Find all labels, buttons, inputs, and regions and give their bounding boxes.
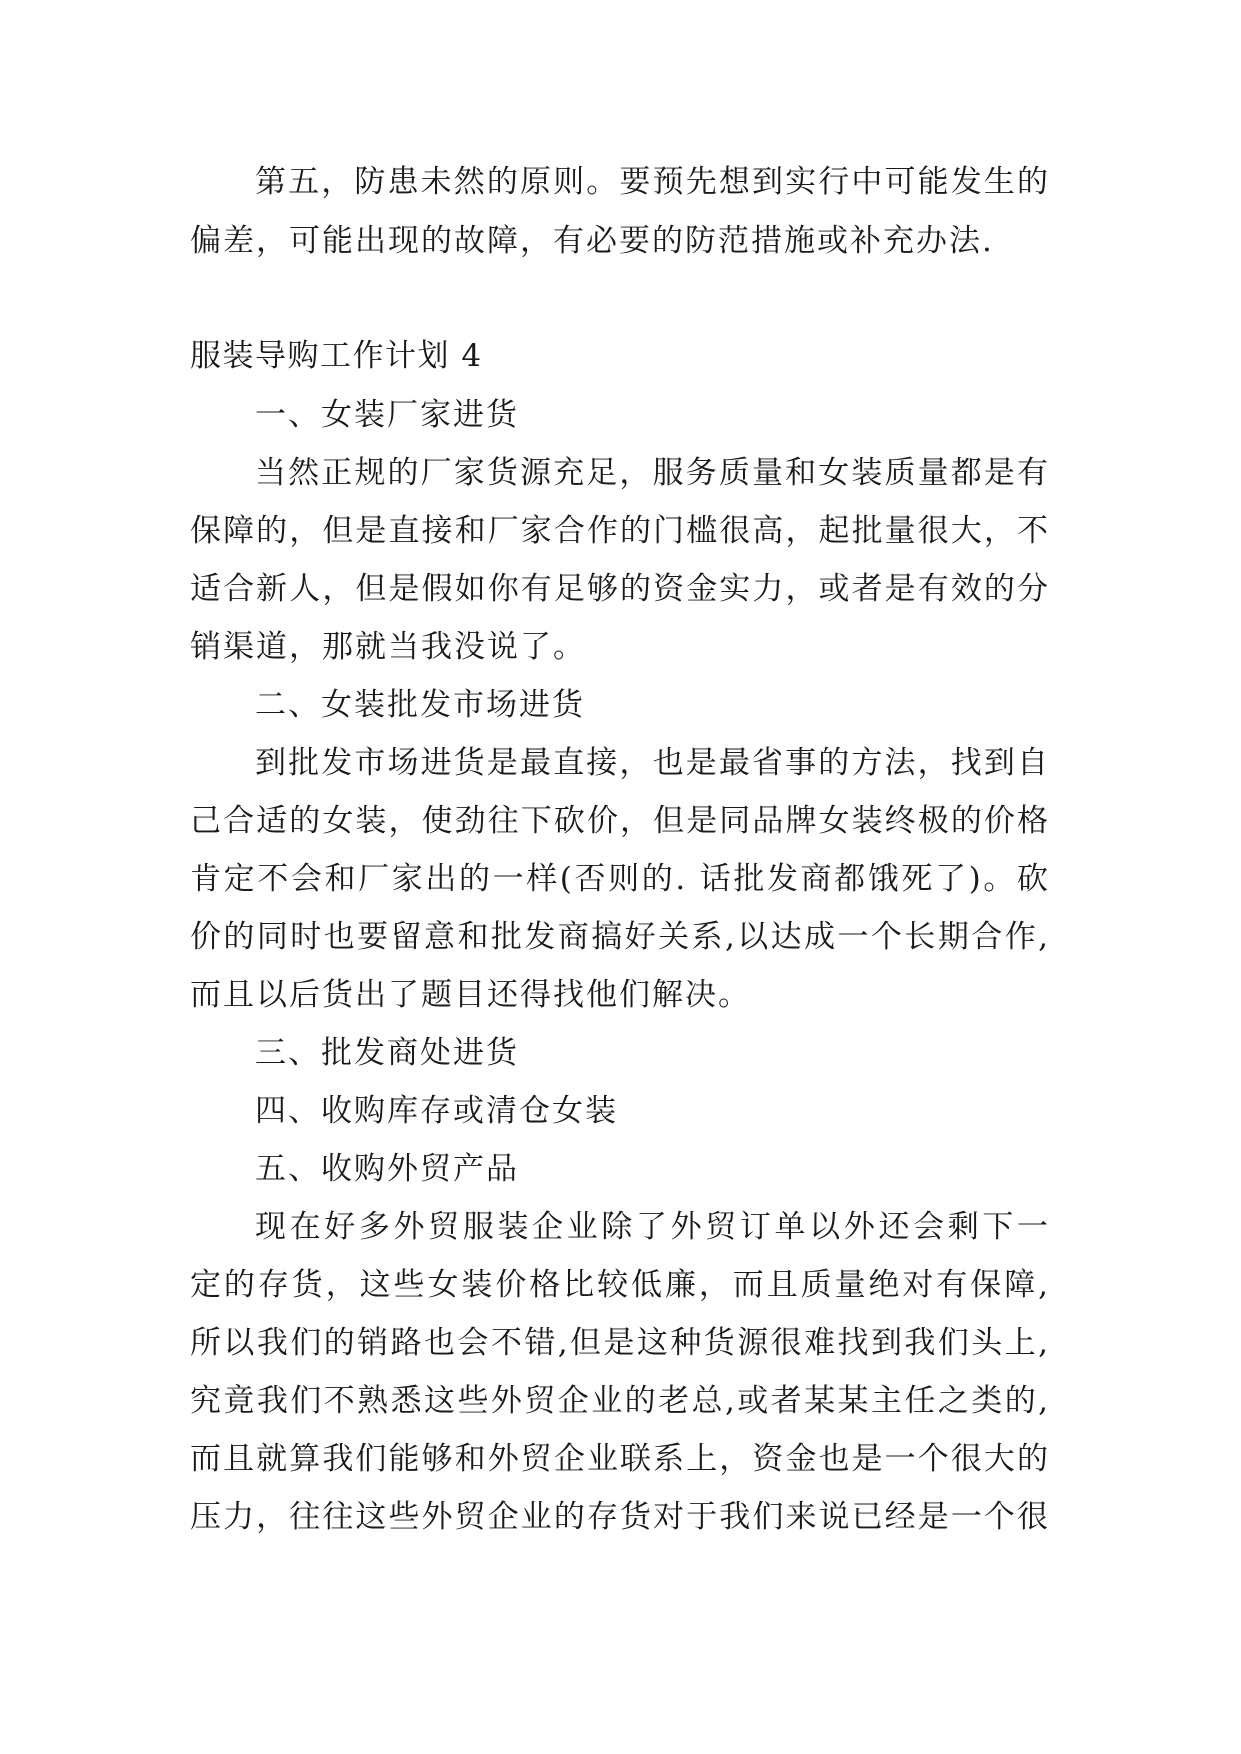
- paragraph-line: 肯定不会和厂家出的一样(否则的. 话批发商都饿死了)。砍: [190, 861, 1050, 897]
- paragraph-line: 销渠道，那就当我没说了。: [190, 629, 586, 665]
- paragraph-line: 究竟我们不熟悉这些外贸企业的老总,或者某某主任之类的,: [190, 1383, 1050, 1419]
- paragraph-line: 到批发市场进货是最直接，也是最省事的方法，找到自: [255, 745, 1050, 781]
- section-title: 服装导购工作计划 4: [190, 338, 483, 374]
- item-heading: 四、收购库存或清仓女装: [255, 1093, 618, 1129]
- paragraph-line: 压力，往往这些外贸企业的存货对于我们来说已经是一个很: [190, 1499, 1050, 1535]
- paragraph-line: 而且就算我们能够和外贸企业联系上，资金也是一个很大的: [190, 1441, 1050, 1477]
- paragraph-line: 偏差，可能出现的故障，有必要的防范措施或补充办法.: [190, 223, 994, 259]
- paragraph-line: 第五，防患未然的原则。要预先想到实行中可能发生的: [255, 164, 1050, 200]
- item-heading: 五、收购外贸产品: [255, 1151, 519, 1187]
- item-heading: 三、批发商处进货: [255, 1035, 519, 1071]
- item-heading: 二、女装批发市场进货: [255, 687, 585, 723]
- paragraph-line: 适合新人，但是假如你有足够的资金实力，或者是有效的分: [190, 571, 1050, 607]
- paragraph-line: 而且以后货出了题目还得找他们解决。: [190, 977, 751, 1013]
- paragraph-line: 己合适的女装，使劲往下砍价，但是同品牌女装终极的价格: [190, 803, 1050, 839]
- paragraph-line: 现在好多外贸服装企业除了外贸订单以外还会剩下一: [255, 1209, 1050, 1245]
- paragraph-line: 所以我们的销路也会不错,但是这种货源很难找到我们头上,: [190, 1325, 1050, 1361]
- paragraph-line: 保障的，但是直接和厂家合作的门槛很高，起批量很大，不: [190, 513, 1050, 549]
- paragraph-line: 定的存货，这些女装价格比较低廉，而且质量绝对有保障,: [190, 1267, 1050, 1303]
- item-heading: 一、女装厂家进货: [255, 397, 519, 433]
- paragraph-line: 当然正规的厂家货源充足，服务质量和女装质量都是有: [255, 455, 1050, 491]
- paragraph-line: 价的同时也要留意和批发商搞好关系,以达成一个长期合作,: [190, 919, 1050, 955]
